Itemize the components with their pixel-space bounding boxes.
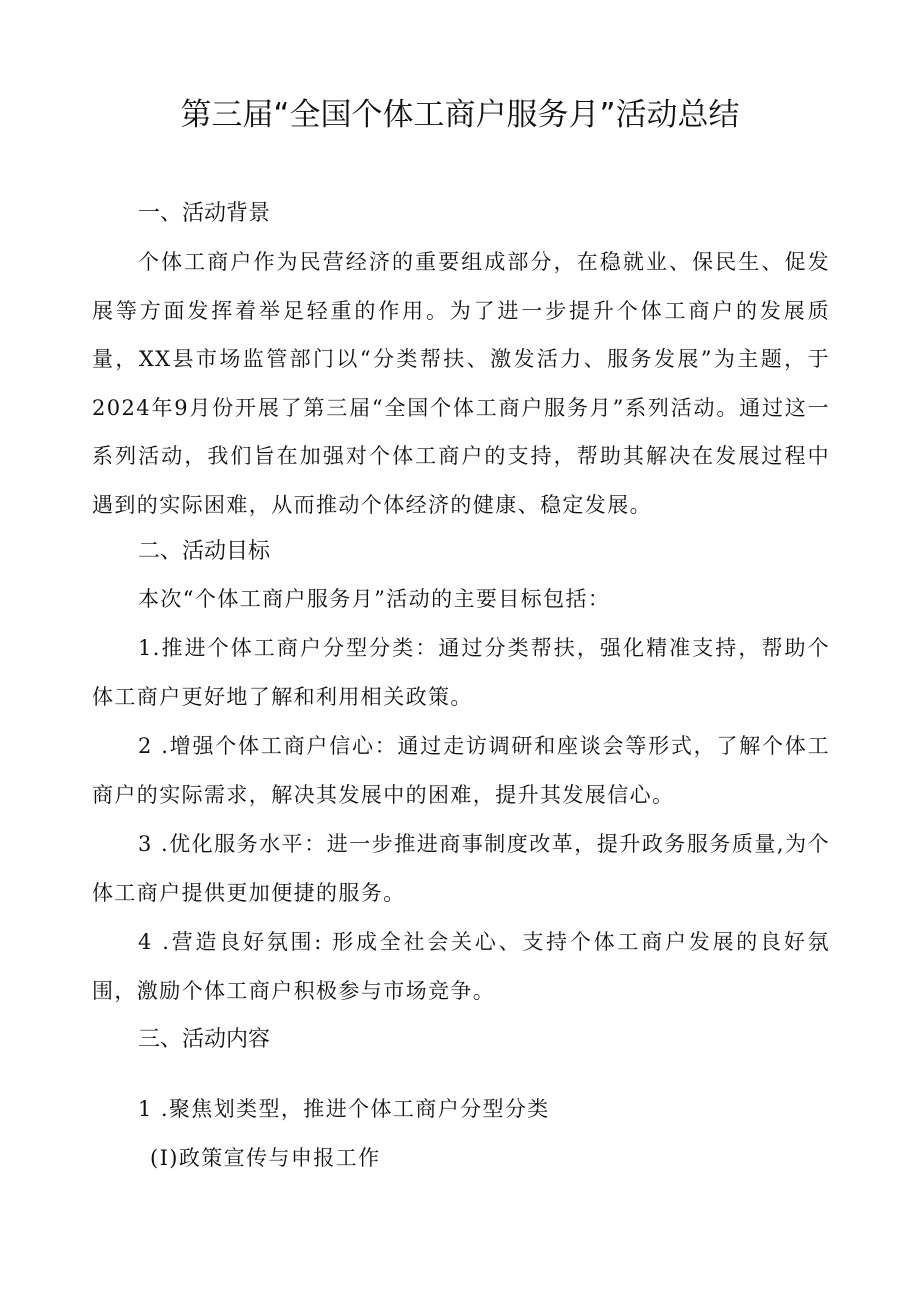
paragraph-background: 个体工商户作为民营经济的重要组成部分，在稳就业、保民生、促发展等方面发挥着举足轻重的作用。为了进一步提升个体工商户的发展质量，XX县市场监管部门以“分类帮扶、激发活力、服务发展”为主题，于2024年9月份开展了第三届“全国个体工商户服务月”系列活动。通过这一系列活动，我们旨在加强对个体工商户的支持，帮助其解决在发展过程中遇到的实际困难，从而推动个体经济的健康、稳定发展。 — [92, 250, 830, 517]
section-heading-goals: 二、活动目标 — [138, 539, 271, 564]
paragraph-goal-4: 4 .营造良好氛围: 形成全社会关心、支持个体工商户发展的良好氛围，激励个体工商户积极参与市场竞争。 — [92, 930, 830, 1003]
content-subitem-1: (I)政策宣传与申报工作 — [150, 1146, 381, 1170]
section-heading-content: 三、活动内容 — [138, 1027, 271, 1052]
content-item-1: 1 .聚焦划类型，推进个体工商户分型分类 — [138, 1097, 550, 1121]
paragraph-goals-intro: 本次“个体工商户服务月”活动的主要目标包括： — [138, 587, 611, 611]
section-heading-background: 一、活动背景 — [138, 201, 271, 226]
paragraph-goal-2: 2 .增强个体工商户信心：通过走访调研和座谈会等形式，了解个体工商户的实际需求，解决其发展中的困难，提升其发展信心。 — [92, 734, 830, 807]
document-title: 第三届“全国个体工商户服务月”活动总结 — [180, 97, 740, 133]
paragraph-goal-3: 3 .优化服务水平：进一步推进商事制度改革，提升政务服务质量,为个体工商户提供更加便捷的服务。 — [92, 832, 830, 905]
paragraph-goal-1: 1.推进个体工商户分型分类：通过分类帮扶，强化精准支持，帮助个体工商户更好地了解和利用相关政策。 — [92, 636, 830, 709]
